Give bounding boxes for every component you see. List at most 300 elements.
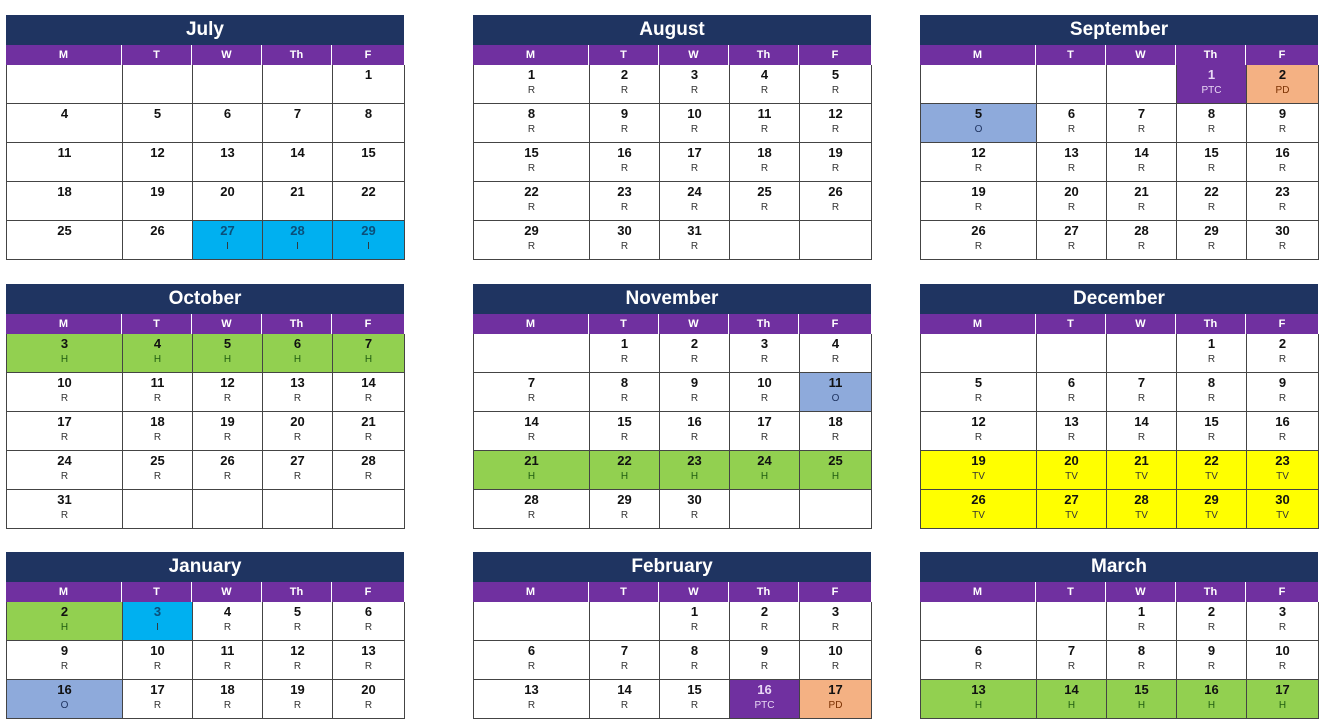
day-code: R bbox=[1207, 354, 1216, 365]
day-code: R bbox=[527, 163, 536, 174]
weekday-header: W bbox=[659, 45, 729, 65]
day-code: R bbox=[690, 202, 699, 213]
day-cell bbox=[193, 602, 263, 641]
day-code: R bbox=[831, 163, 840, 174]
day-number: 14 bbox=[290, 145, 305, 160]
weekday-header: T bbox=[122, 45, 192, 65]
month-august bbox=[473, 15, 871, 260]
day-code: R bbox=[760, 124, 769, 135]
day-cell bbox=[660, 221, 730, 260]
day-cell bbox=[333, 680, 405, 719]
weekday-header: W bbox=[659, 582, 729, 602]
day-code: R bbox=[293, 622, 302, 633]
day-cell bbox=[333, 104, 405, 143]
empty-day-cell bbox=[123, 65, 193, 104]
day-cell bbox=[474, 221, 590, 260]
day-code: R bbox=[364, 432, 373, 443]
day-number: 23 bbox=[687, 453, 702, 468]
day-cell bbox=[660, 641, 730, 680]
day-code: R bbox=[1207, 432, 1216, 443]
day-number: 23 bbox=[1275, 453, 1290, 468]
day-grid bbox=[920, 334, 1318, 529]
day-number: 7 bbox=[527, 375, 536, 390]
day-number: 14 bbox=[1134, 414, 1149, 429]
day-cell bbox=[730, 451, 800, 490]
day-code: I bbox=[226, 241, 229, 252]
day-cell bbox=[333, 451, 405, 490]
day-number: 30 bbox=[1275, 492, 1290, 507]
day-cell bbox=[263, 451, 333, 490]
day-code: R bbox=[1207, 124, 1216, 135]
weekday-header: M bbox=[473, 314, 589, 334]
day-code: R bbox=[1207, 622, 1216, 633]
day-cell bbox=[1247, 602, 1319, 641]
day-number: 15 bbox=[617, 414, 632, 429]
day-number: 26 bbox=[828, 184, 843, 199]
day-number: 10 bbox=[757, 375, 772, 390]
day-code: R bbox=[60, 471, 69, 482]
day-cell bbox=[193, 680, 263, 719]
day-number: 19 bbox=[971, 184, 986, 199]
day-cell bbox=[474, 451, 590, 490]
day-number: 21 bbox=[290, 184, 305, 199]
day-number: 5 bbox=[831, 67, 840, 82]
weekday-header: Th bbox=[262, 314, 332, 334]
day-cell bbox=[1177, 182, 1247, 221]
day-number: 5 bbox=[223, 336, 232, 351]
day-code: O bbox=[60, 700, 69, 711]
day-code: R bbox=[974, 661, 983, 672]
day-number: 19 bbox=[150, 184, 165, 199]
day-number: 11 bbox=[220, 643, 235, 658]
day-number: 6 bbox=[364, 604, 373, 619]
day-cell bbox=[1177, 373, 1247, 412]
day-code: H bbox=[690, 471, 699, 482]
weekday-header: Th bbox=[1176, 45, 1246, 65]
empty-day-cell bbox=[921, 334, 1037, 373]
day-number: 8 bbox=[620, 375, 629, 390]
weekday-header: W bbox=[1106, 582, 1176, 602]
empty-day-cell bbox=[730, 221, 800, 260]
day-cell bbox=[1247, 143, 1319, 182]
day-number: 2 bbox=[690, 336, 699, 351]
empty-day-cell bbox=[474, 602, 590, 641]
weekday-header: T bbox=[589, 582, 659, 602]
day-cell bbox=[263, 412, 333, 451]
day-number: 14 bbox=[1064, 682, 1079, 697]
month-november bbox=[473, 284, 871, 529]
day-number: 8 bbox=[527, 106, 536, 121]
day-cell bbox=[123, 451, 193, 490]
weekday-header: F bbox=[831, 586, 839, 598]
weekday-header: Th bbox=[262, 45, 332, 65]
day-number: 10 bbox=[57, 375, 72, 390]
day-code: R bbox=[1067, 661, 1076, 672]
day-code: R bbox=[760, 393, 769, 404]
day-cell bbox=[193, 182, 263, 221]
day-number: 28 bbox=[361, 453, 376, 468]
day-cell bbox=[1177, 680, 1247, 719]
day-code: TV bbox=[1276, 471, 1289, 482]
weekday-header: F bbox=[364, 586, 372, 598]
day-number: 14 bbox=[361, 375, 376, 390]
day-grid bbox=[6, 65, 404, 260]
day-code: R bbox=[223, 432, 232, 443]
day-cell bbox=[333, 602, 405, 641]
day-code: R bbox=[690, 432, 699, 443]
day-code: R bbox=[60, 661, 69, 672]
day-number: 25 bbox=[757, 184, 772, 199]
day-number: 5 bbox=[974, 375, 983, 390]
weekday-header: M bbox=[6, 45, 122, 65]
day-code: I bbox=[367, 241, 370, 252]
weekday-header: F bbox=[831, 49, 839, 61]
day-code: TV bbox=[1065, 471, 1078, 482]
day-code: TV bbox=[1135, 471, 1148, 482]
day-number: 28 bbox=[290, 223, 305, 238]
weekday-header: M bbox=[920, 314, 1036, 334]
day-number: 1 bbox=[1207, 67, 1216, 82]
day-number: 22 bbox=[1204, 453, 1219, 468]
day-number: 20 bbox=[1064, 184, 1079, 199]
weekday-header: F bbox=[1278, 318, 1286, 330]
day-code: R bbox=[293, 432, 302, 443]
day-cell bbox=[474, 680, 590, 719]
day-cell bbox=[1247, 221, 1319, 260]
day-cell bbox=[1037, 412, 1107, 451]
day-number: 9 bbox=[760, 643, 769, 658]
day-number: 13 bbox=[220, 145, 235, 160]
day-cell bbox=[800, 65, 872, 104]
day-number: 22 bbox=[1204, 184, 1219, 199]
day-code: R bbox=[293, 661, 302, 672]
day-code: H bbox=[1207, 700, 1216, 711]
day-number: 31 bbox=[57, 492, 72, 507]
day-code: R bbox=[1137, 241, 1146, 252]
day-cell bbox=[660, 182, 730, 221]
weekday-header: M bbox=[6, 582, 122, 602]
day-code: R bbox=[223, 622, 232, 633]
weekday-header: Th bbox=[1176, 314, 1246, 334]
day-cell bbox=[730, 104, 800, 143]
day-cell bbox=[474, 490, 590, 529]
day-code: R bbox=[527, 700, 536, 711]
day-number: 20 bbox=[1064, 453, 1079, 468]
weekday-header-row bbox=[920, 582, 1318, 602]
day-number: 10 bbox=[150, 643, 165, 658]
weekday-header-row bbox=[920, 314, 1318, 334]
weekday-header: W bbox=[192, 45, 262, 65]
day-cell bbox=[263, 602, 333, 641]
day-code: R bbox=[223, 393, 232, 404]
day-number: 7 bbox=[620, 643, 629, 658]
day-code: R bbox=[760, 622, 769, 633]
day-code: R bbox=[60, 432, 69, 443]
day-number: 16 bbox=[1204, 682, 1219, 697]
day-cell bbox=[660, 334, 730, 373]
day-number: 30 bbox=[687, 492, 702, 507]
day-code: R bbox=[293, 700, 302, 711]
day-cell bbox=[263, 182, 333, 221]
day-number: 17 bbox=[150, 682, 165, 697]
day-cell bbox=[123, 104, 193, 143]
day-code: PTC bbox=[754, 700, 775, 711]
day-cell bbox=[800, 334, 872, 373]
day-cell bbox=[590, 65, 660, 104]
day-cell bbox=[263, 334, 333, 373]
weekday-header: T bbox=[589, 314, 659, 334]
day-cell bbox=[800, 143, 872, 182]
weekday-header-row bbox=[473, 314, 871, 334]
day-number: 27 bbox=[1064, 223, 1079, 238]
day-cell bbox=[263, 221, 333, 260]
day-number: 8 bbox=[1137, 643, 1146, 658]
day-cell bbox=[590, 680, 660, 719]
day-number: 9 bbox=[1207, 643, 1216, 658]
weekday-header: F bbox=[364, 318, 372, 330]
day-code: R bbox=[690, 622, 699, 633]
day-code: R bbox=[620, 85, 629, 96]
day-code: R bbox=[1278, 202, 1287, 213]
day-cell bbox=[1247, 373, 1319, 412]
day-cell bbox=[921, 143, 1037, 182]
day-number: 16 bbox=[1275, 145, 1290, 160]
day-code: R bbox=[690, 393, 699, 404]
day-cell bbox=[123, 680, 193, 719]
weekday-header: T bbox=[589, 45, 659, 65]
month-july bbox=[6, 15, 404, 260]
day-cell bbox=[590, 143, 660, 182]
day-number: 1 bbox=[690, 604, 699, 619]
day-code: R bbox=[1067, 202, 1076, 213]
day-number: 23 bbox=[617, 184, 632, 199]
day-cell bbox=[590, 104, 660, 143]
day-code: H bbox=[831, 471, 840, 482]
day-cell bbox=[660, 104, 730, 143]
day-code: R bbox=[1278, 661, 1287, 672]
day-cell bbox=[1177, 104, 1247, 143]
day-code: R bbox=[620, 163, 629, 174]
day-code: R bbox=[974, 163, 983, 174]
day-number: 6 bbox=[223, 106, 232, 121]
day-number: 11 bbox=[57, 145, 72, 160]
day-number: 7 bbox=[293, 106, 302, 121]
day-cell bbox=[800, 680, 872, 719]
day-cell bbox=[193, 143, 263, 182]
day-number: 5 bbox=[974, 106, 983, 121]
day-number: 2 bbox=[760, 604, 769, 619]
day-cell bbox=[1177, 641, 1247, 680]
day-number: 11 bbox=[150, 375, 165, 390]
day-code: R bbox=[527, 124, 536, 135]
day-cell bbox=[921, 412, 1037, 451]
day-number: 12 bbox=[828, 106, 843, 121]
day-cell bbox=[1107, 412, 1177, 451]
weekday-header: Th bbox=[729, 45, 799, 65]
day-cell bbox=[193, 412, 263, 451]
weekday-header-row bbox=[6, 45, 404, 65]
day-code: R bbox=[690, 700, 699, 711]
day-cell bbox=[263, 680, 333, 719]
day-code: H bbox=[1278, 700, 1287, 711]
day-cell bbox=[1177, 412, 1247, 451]
day-code: R bbox=[153, 393, 162, 404]
day-code: O bbox=[831, 393, 840, 404]
day-code: R bbox=[760, 354, 769, 365]
day-code: R bbox=[620, 393, 629, 404]
day-number: 17 bbox=[687, 145, 702, 160]
day-cell bbox=[800, 602, 872, 641]
day-code: R bbox=[1137, 661, 1146, 672]
day-number: 9 bbox=[1278, 106, 1287, 121]
day-code: H bbox=[527, 471, 536, 482]
month-title: August bbox=[473, 15, 871, 45]
day-cell bbox=[730, 334, 800, 373]
weekday-header: T bbox=[122, 582, 192, 602]
day-code: R bbox=[831, 661, 840, 672]
day-cell bbox=[1107, 680, 1177, 719]
day-code: R bbox=[760, 85, 769, 96]
day-code: TV bbox=[1065, 510, 1078, 521]
weekday-header-row bbox=[6, 314, 404, 334]
day-number: 5 bbox=[153, 106, 162, 121]
day-cell bbox=[263, 641, 333, 680]
day-cell bbox=[1037, 104, 1107, 143]
day-cell bbox=[660, 490, 730, 529]
day-cell bbox=[590, 412, 660, 451]
day-cell bbox=[7, 334, 123, 373]
day-number: 29 bbox=[524, 223, 539, 238]
day-number: 24 bbox=[57, 453, 72, 468]
day-cell bbox=[123, 182, 193, 221]
day-code: R bbox=[60, 510, 69, 521]
day-number: 22 bbox=[361, 184, 376, 199]
day-number: 29 bbox=[1204, 492, 1219, 507]
empty-day-cell bbox=[263, 490, 333, 529]
day-cell bbox=[7, 221, 123, 260]
day-cell bbox=[474, 65, 590, 104]
day-cell bbox=[1107, 221, 1177, 260]
day-code: R bbox=[690, 354, 699, 365]
day-code: R bbox=[831, 432, 840, 443]
day-cell bbox=[7, 104, 123, 143]
day-number: 24 bbox=[757, 453, 772, 468]
day-cell bbox=[921, 373, 1037, 412]
day-code: R bbox=[223, 471, 232, 482]
weekday-header-row bbox=[6, 582, 404, 602]
day-number: 20 bbox=[361, 682, 376, 697]
day-cell bbox=[7, 451, 123, 490]
day-cell bbox=[123, 641, 193, 680]
day-cell bbox=[123, 412, 193, 451]
day-code: R bbox=[527, 393, 536, 404]
weekday-header-row bbox=[473, 582, 871, 602]
day-number: 19 bbox=[290, 682, 305, 697]
day-code: R bbox=[1137, 124, 1146, 135]
day-code: PD bbox=[828, 700, 843, 711]
day-cell bbox=[590, 334, 660, 373]
day-number: 8 bbox=[690, 643, 699, 658]
day-cell bbox=[921, 182, 1037, 221]
day-code: R bbox=[364, 393, 373, 404]
day-code: R bbox=[620, 241, 629, 252]
day-number: 28 bbox=[524, 492, 539, 507]
day-grid bbox=[473, 65, 871, 260]
day-number: 18 bbox=[828, 414, 843, 429]
day-code: R bbox=[831, 124, 840, 135]
day-code: R bbox=[1207, 393, 1216, 404]
day-number: 20 bbox=[290, 414, 305, 429]
day-cell bbox=[800, 182, 872, 221]
day-cell bbox=[660, 143, 730, 182]
day-cell bbox=[7, 680, 123, 719]
empty-day-cell bbox=[1037, 602, 1107, 641]
day-number: 8 bbox=[1207, 375, 1216, 390]
day-cell bbox=[1177, 221, 1247, 260]
day-number: 13 bbox=[971, 682, 986, 697]
day-number: 30 bbox=[617, 223, 632, 238]
day-code: I bbox=[296, 241, 299, 252]
day-cell bbox=[333, 373, 405, 412]
day-number: 27 bbox=[1064, 492, 1079, 507]
day-number: 15 bbox=[1134, 682, 1149, 697]
month-title: July bbox=[6, 15, 404, 45]
day-number: 16 bbox=[757, 682, 772, 697]
day-code: R bbox=[293, 471, 302, 482]
day-cell bbox=[193, 334, 263, 373]
day-number: 4 bbox=[760, 67, 769, 82]
day-code: R bbox=[831, 85, 840, 96]
day-number: 3 bbox=[153, 604, 162, 619]
day-number: 7 bbox=[1067, 643, 1076, 658]
weekday-header: F bbox=[831, 318, 839, 330]
day-code: H bbox=[153, 354, 162, 365]
day-cell bbox=[730, 373, 800, 412]
day-cell bbox=[7, 490, 123, 529]
day-cell bbox=[263, 143, 333, 182]
day-cell bbox=[660, 373, 730, 412]
day-number: 1 bbox=[527, 67, 536, 82]
day-number: 29 bbox=[617, 492, 632, 507]
day-code: R bbox=[690, 241, 699, 252]
day-cell bbox=[1247, 451, 1319, 490]
day-code: H bbox=[60, 354, 69, 365]
day-number: 20 bbox=[220, 184, 235, 199]
day-number: 11 bbox=[757, 106, 772, 121]
day-cell bbox=[590, 451, 660, 490]
day-cell bbox=[921, 680, 1037, 719]
empty-day-cell bbox=[1107, 334, 1177, 373]
day-number: 12 bbox=[150, 145, 165, 160]
day-number: 2 bbox=[1207, 604, 1216, 619]
day-cell bbox=[730, 143, 800, 182]
day-number: 7 bbox=[1137, 106, 1146, 121]
day-cell bbox=[1037, 490, 1107, 529]
day-number: 14 bbox=[524, 414, 539, 429]
day-number: 22 bbox=[524, 184, 539, 199]
day-cell bbox=[193, 451, 263, 490]
day-number: 31 bbox=[687, 223, 702, 238]
day-number: 5 bbox=[293, 604, 302, 619]
day-number: 27 bbox=[220, 223, 235, 238]
day-grid bbox=[920, 65, 1318, 260]
day-number: 4 bbox=[60, 106, 69, 121]
day-code: R bbox=[1207, 661, 1216, 672]
day-number: 24 bbox=[687, 184, 702, 199]
day-code: R bbox=[527, 241, 536, 252]
day-number: 8 bbox=[1207, 106, 1216, 121]
day-code: TV bbox=[1135, 510, 1148, 521]
